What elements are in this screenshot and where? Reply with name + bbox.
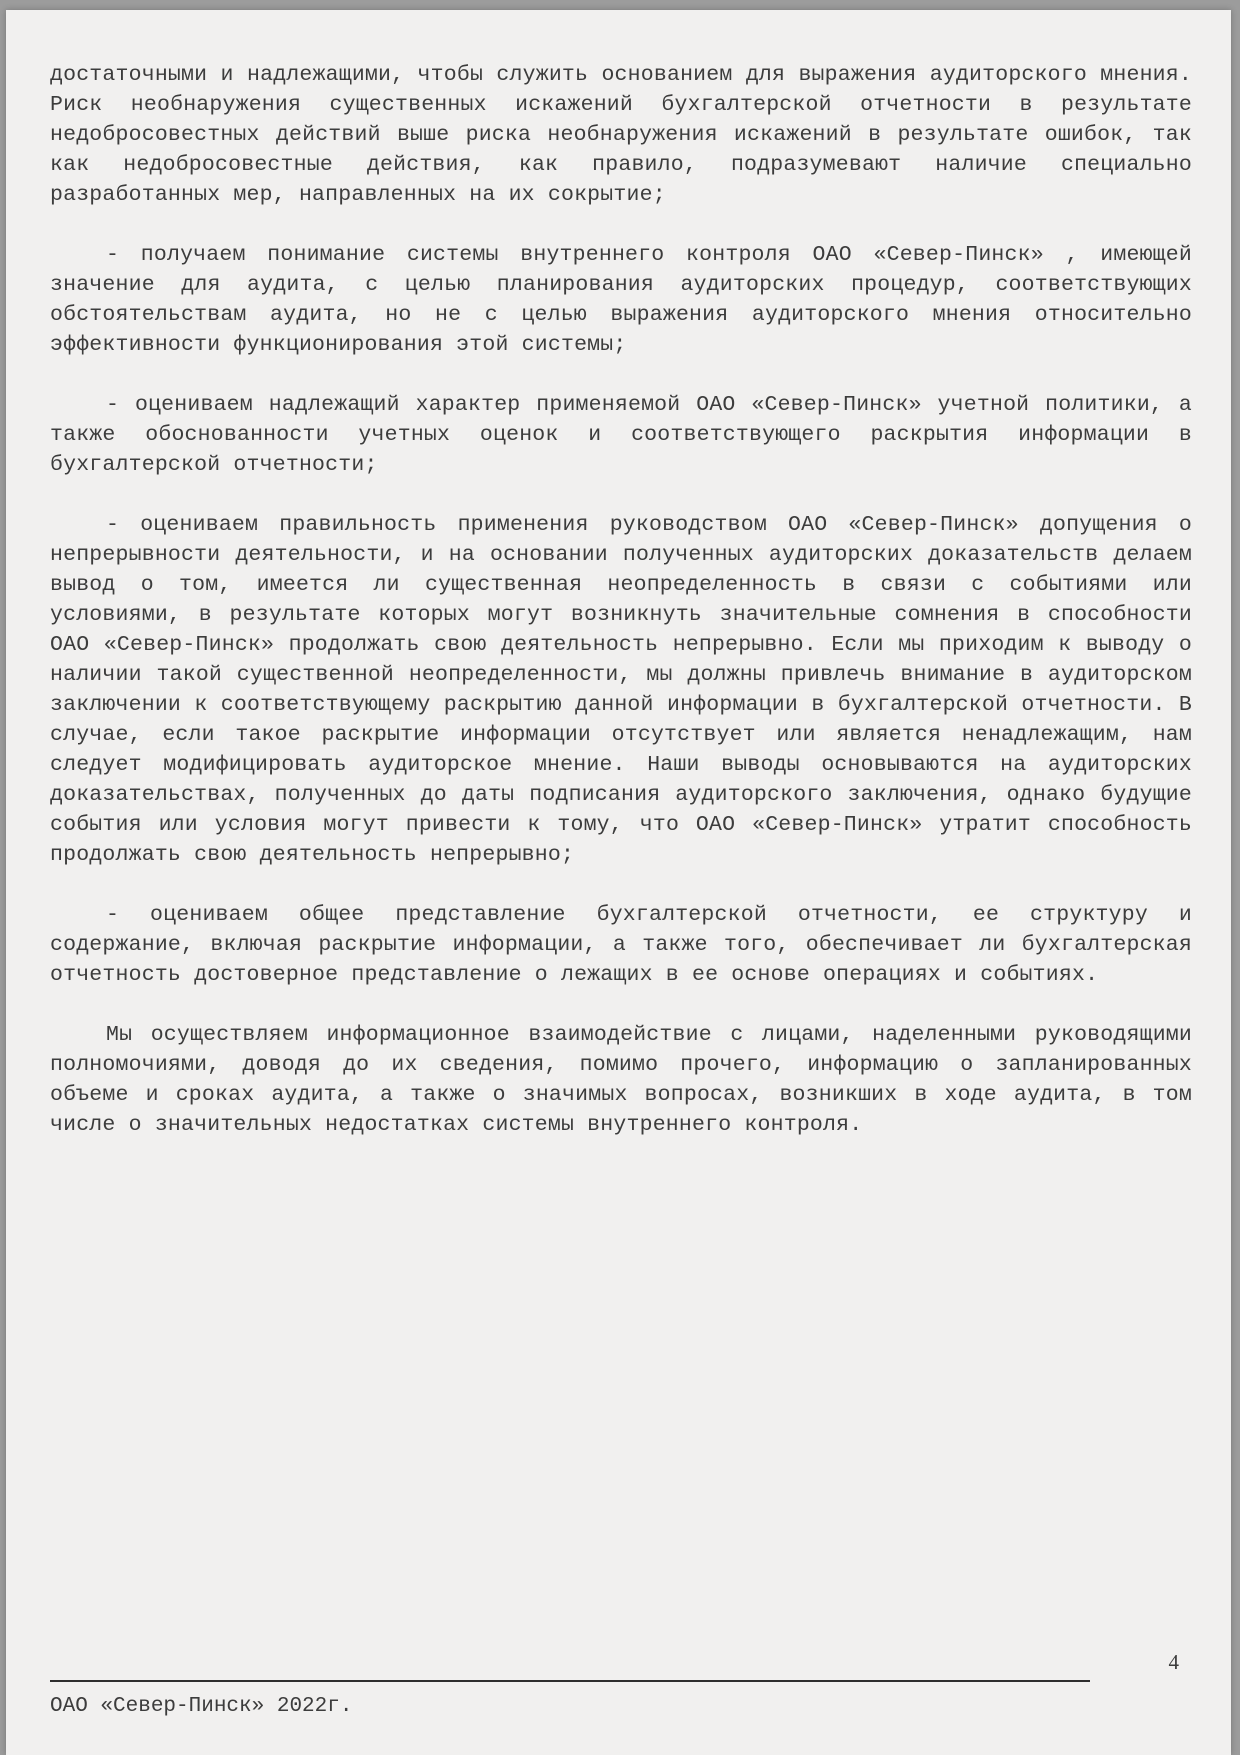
- document-body: [50, 60, 1192, 1170]
- document-page: [6, 10, 1231, 1755]
- footer-text: ОАО «Север-Пинск» 2022г.: [50, 1695, 353, 1718]
- paragraph-continuation: достаточными и надлежащими, чтобы служить основанием для выражения аудиторского мнения. Риск необнаружения существенных искажений бухгалтерской отчетности в результате недобросовестных действий выше риска необнаружения искажений в результате ошибок, так как недобросовестные действия, как правило, подразумевают наличие специально разработанных мер, направленных на их сокрытие;: [50, 63, 1192, 207]
- paragraph-communication: Мы осуществляем информационное взаимодействие с лицами, наделенными руководящими полномочиями, доводя до их сведения, помимо прочего, информацию о запланированных объеме и сроках аудита, а также о значимых вопросах, возникших в ходе аудита, в том числе о значительных недостатках системы внутреннего контроля.: [50, 1023, 1192, 1137]
- paragraph-going-concern: - оцениваем правильность применения руководством ОАО «Север-Пинск» допущения о непрерывности деятельности, и на основании полученных аудиторских доказательств делаем вывод о том, имеется ли существенная неопределенность в связи с событиями или условиями, в результате которых могут возникнуть значительные сомнения в способности ОАО «Север-Пинск» продолжать свою деятельность непрерывно. Если мы приходим к выводу о наличии такой существенной неопределенности, мы должны привлечь внимание в аудиторском заключении к соответствующему раскрытию данной информации в бухгалтерской отчетности. В случае, если такое раскрытие информации отсутствует или является ненадлежащим, нам следует модифицировать аудиторское мнение. Наши выводы основываются на аудиторских доказательствах, полученных до даты подписания аудиторского заключения, однако будущие события или условия могут привести к тому, что ОАО «Север-Пинск» утратит способность продолжать свою деятельность непрерывно;: [50, 513, 1192, 867]
- paragraph-internal-control: - получаем понимание системы внутреннего контроля ОАО «Север-Пинск» , имеющей значение для аудита, с целью планирования аудиторских процедур, соответствующих обстоятельствам аудита, но не с целью выражения аудиторского мнения относительно эффективности функционирования этой системы;: [50, 243, 1192, 357]
- page-number: 4: [1168, 1650, 1179, 1674]
- footer-divider: [50, 1680, 1090, 1682]
- paragraph-overall-presentation: - оцениваем общее представление бухгалтерской отчетности, ее структуру и содержание, включая раскрытие информации, а также того, обеспечивает ли бухгалтерская отчетность достоверное представление о лежащих в ее основе операциях и событиях.: [50, 903, 1192, 987]
- paragraph-accounting-policy: - оцениваем надлежащий характер применяемой ОАО «Север-Пинск» учетной политики, а также обоснованности учетных оценок и соответствующего раскрытия информации в бухгалтерской отчетности;: [50, 393, 1192, 477]
